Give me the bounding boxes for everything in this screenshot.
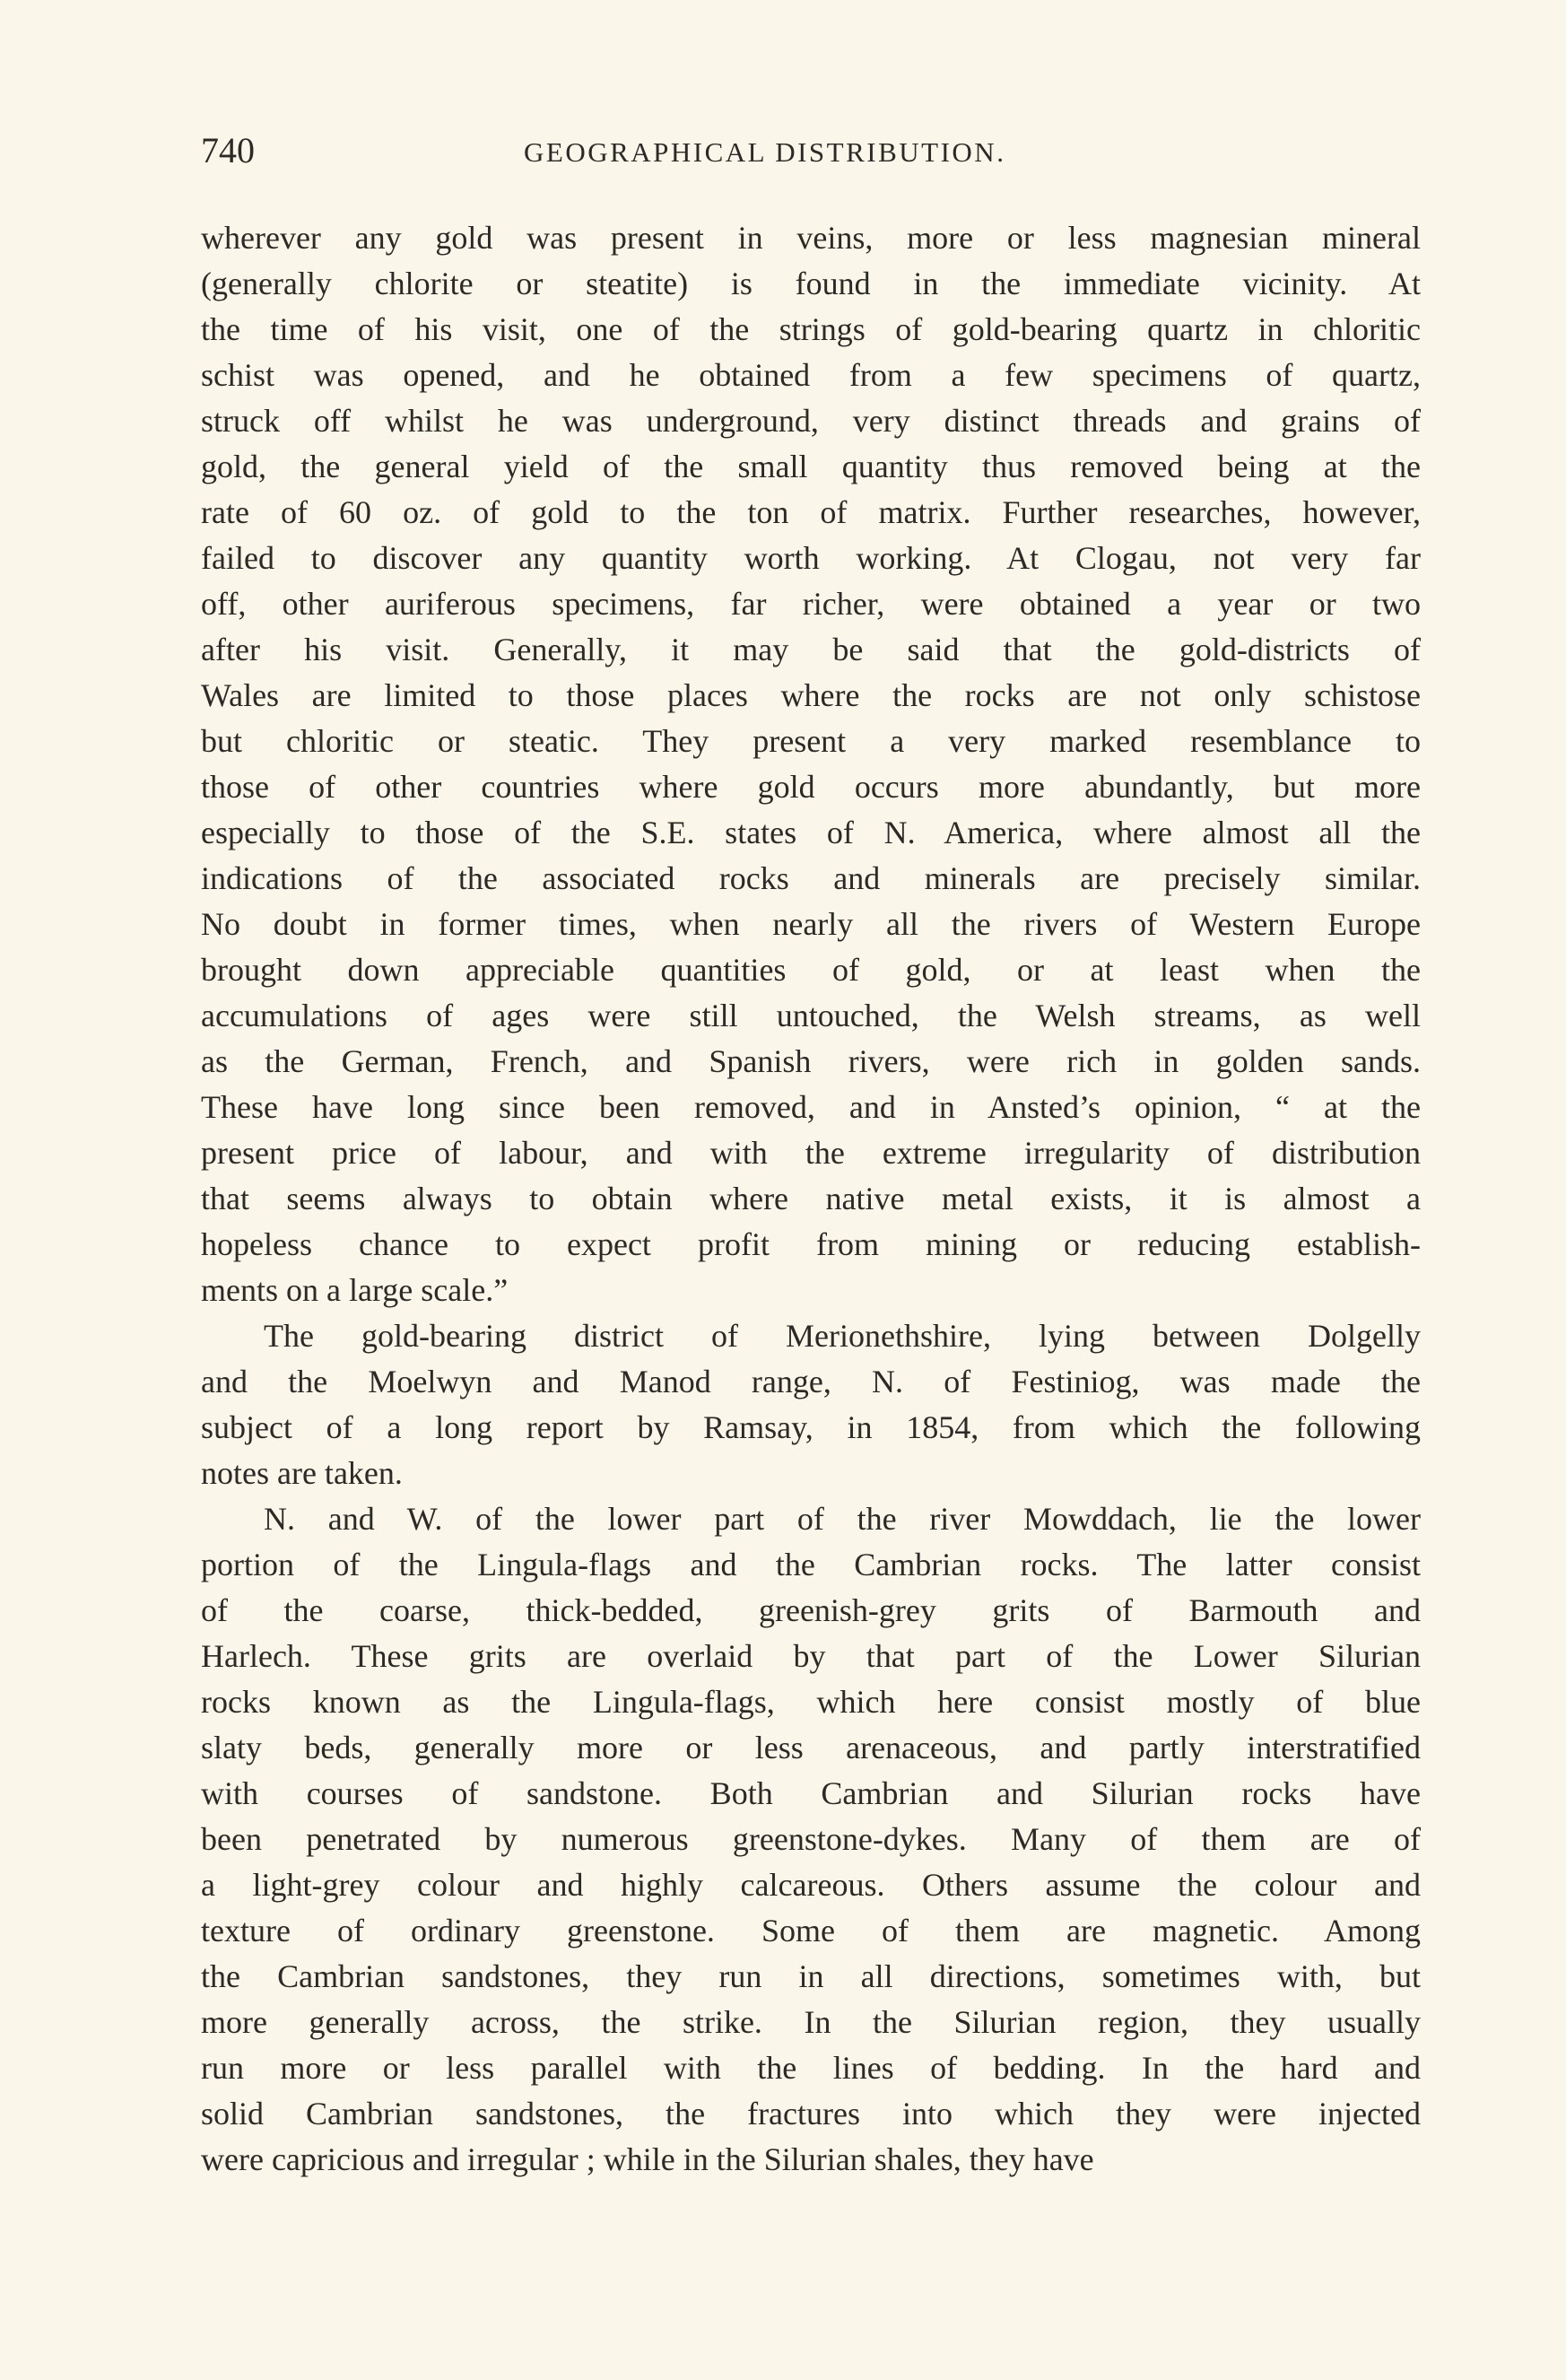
text-line: after his visit. Generally, it may be said that the gold-districts of — [201, 632, 1421, 667]
text-line: accumulations of ages were still untouched, the Welsh streams, as well — [201, 998, 1421, 1033]
text-line: the Cambrian sandstones, they run in all directions, sometimes with, but — [201, 1958, 1421, 1994]
running-head — [201, 128, 1421, 173]
text-line: a light-grey colour and highly calcareous. Others assume the colour and — [201, 1867, 1421, 1903]
text-line: N. and W. of the lower part of the river Mowddach, lie the lower — [264, 1501, 1421, 1537]
text-line: been penetrated by numerous greenstone-dykes. Many of them are of — [201, 1821, 1421, 1857]
text-line: that seems always to obtain where native metal exists, it is almost a — [201, 1181, 1421, 1216]
text-line: gold, the general yield of the small quantity thus removed being at the — [201, 449, 1421, 484]
running-title: GEOGRAPHICAL DISTRIBUTION. — [524, 136, 1006, 168]
text-line: run more or less parallel with the lines of bedding. In the hard and — [201, 2050, 1421, 2086]
text-line: (generally chlorite or steatite) is found in the immediate vicinity. At — [201, 266, 1421, 301]
text-line: The gold-bearing district of Merionethshire, lying between Dolgelly — [264, 1318, 1421, 1354]
text-line: and the Moelwyn and Manod range, N. of Festiniog, was made the — [201, 1364, 1421, 1399]
page-number: 740 — [201, 130, 255, 170]
text-line: especially to those of the S.E. states of N. America, where almost all the — [201, 815, 1421, 850]
body-text — [201, 215, 1421, 2183]
text-line: texture of ordinary greenstone. Some of them are magnetic. Among — [201, 1913, 1421, 1948]
text-line: those of other countries where gold occurs more abundantly, but more — [201, 769, 1421, 805]
text-line: subject of a long report by Ramsay, in 1854, from which the following — [201, 1409, 1421, 1445]
text-line: more generally across, the strike. In the Silurian region, they usually — [201, 2004, 1421, 2040]
text-line: rate of 60 oz. of gold to the ton of matrix. Further researches, however, — [201, 494, 1421, 530]
text-line: ments on a large scale.” — [201, 1272, 509, 1308]
text-line: These have long since been removed, and in Ansted’s opinion, “ at the — [201, 1089, 1421, 1125]
text-line: indications of the associated rocks and minerals are precisely similar. — [201, 860, 1421, 896]
text-line: wherever any gold was present in veins, more or less magnesian mineral — [201, 220, 1421, 256]
text-line: schist was opened, and he obtained from a few specimens of quartz, — [201, 357, 1421, 393]
text-line: brought down appreciable quantities of gold, or at least when the — [201, 952, 1421, 988]
text-line: the time of his visit, one of the strings of gold-bearing quartz in chloritic — [201, 311, 1421, 347]
text-line: hopeless chance to expect profit from mining or reducing establish- — [201, 1226, 1421, 1262]
text-line: solid Cambrian sandstones, the fractures into which they were injected — [201, 2096, 1421, 2132]
text-line: but chloritic or steatic. They present a very marked resemblance to — [201, 723, 1421, 759]
paragraph — [201, 1313, 1421, 1496]
text-line: Harlech. These grits are overlaid by that part of the Lower Silurian — [201, 1638, 1421, 1674]
text-line: with courses of sandstone. Both Cambrian and Silurian rocks have — [201, 1775, 1421, 1811]
text-line: failed to discover any quantity worth working. At Clogau, not very far — [201, 540, 1421, 576]
paragraph — [201, 215, 1421, 1313]
text-line: rocks known as the Lingula-flags, which here consist mostly of blue — [201, 1684, 1421, 1720]
text-line: slaty beds, generally more or less arenaceous, and partly interstratified — [201, 1730, 1421, 1765]
text-line: as the German, French, and Spanish rivers, were rich in golden sands. — [201, 1043, 1421, 1079]
text-line: off, other auriferous specimens, far richer, were obtained a year or two — [201, 586, 1421, 622]
text-line: No doubt in former times, when nearly all the rivers of Western Europe — [201, 906, 1421, 942]
text-line: were capricious and irregular ; while in the Silurian shales, they have — [201, 2141, 1094, 2177]
text-line: struck off whilst he was underground, very distinct threads and grains of — [201, 403, 1421, 439]
text-line: Wales are limited to those places where the rocks are not only schistose — [201, 677, 1421, 713]
text-line: notes are taken. — [201, 1455, 403, 1491]
text-line: of the coarse, thick-bedded, greenish-grey grits of Barmouth and — [201, 1592, 1421, 1628]
text-line: portion of the Lingula-flags and the Cambrian rocks. The latter consist — [201, 1547, 1421, 1582]
paragraph — [201, 1496, 1421, 2183]
text-line: present price of labour, and with the extreme irregularity of distribution — [201, 1135, 1421, 1171]
